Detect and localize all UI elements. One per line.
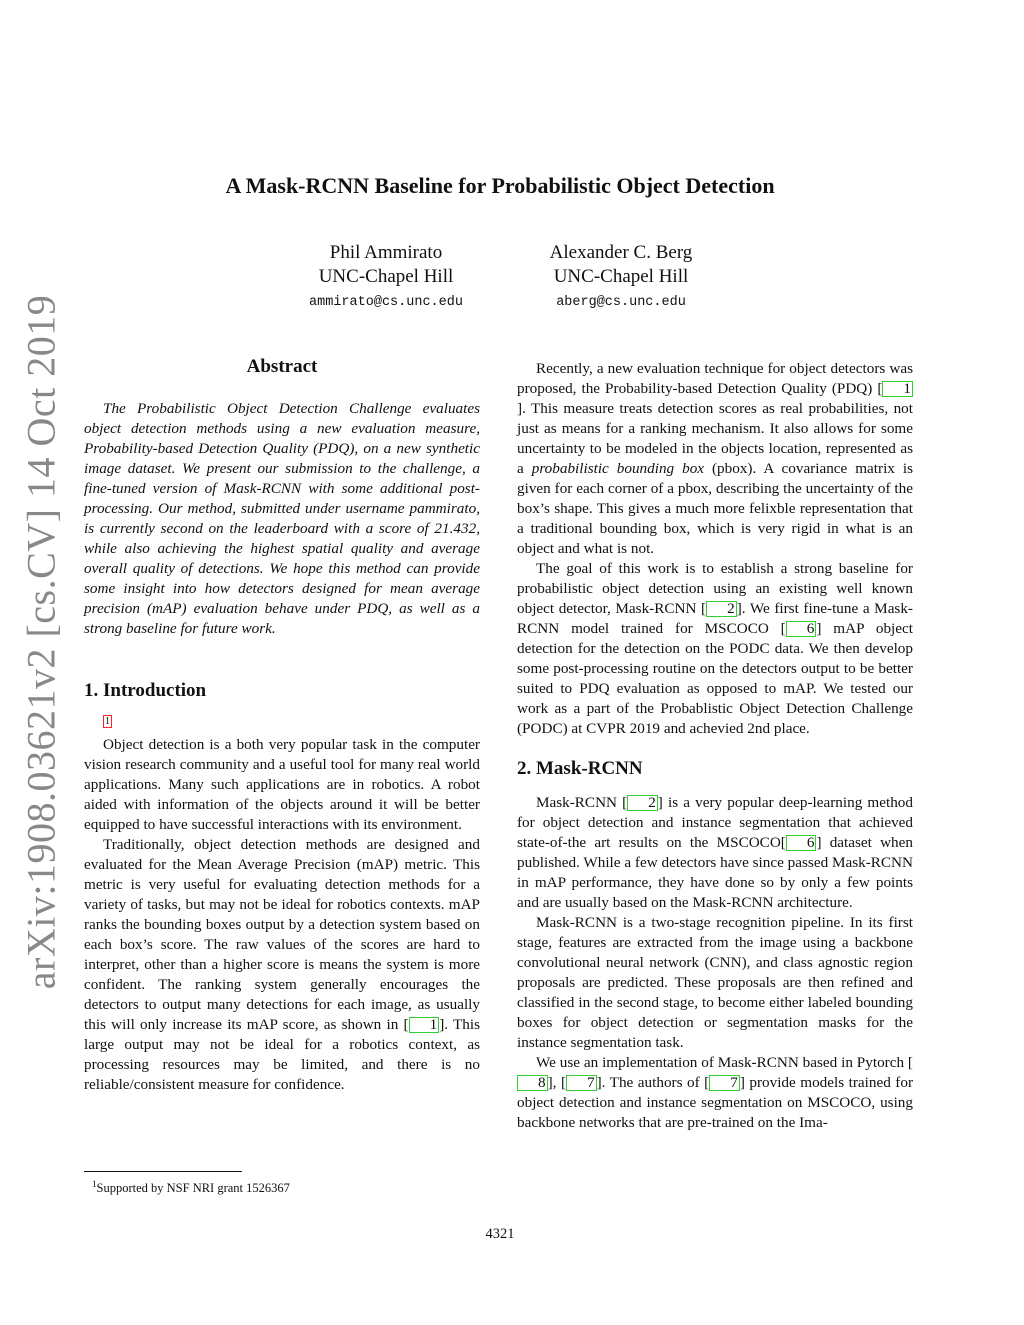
author-name: Alexander C. Berg — [549, 242, 693, 263]
body-paragraph: Mask-RCNN is a two-stage recognition pipeline. In its first stage, features are extracted from the image using a backbone convolutional neural network (CNN), and class agnostic region proposals are predicted. These proposals are then refined and classified in the second stage, to become either labeled bounding boxes for object detection or segmentation masks for the instance segmentation task. — [517, 914, 913, 1051]
paper-title: A Mask-RCNN Baseline for Probabilistic Object Detection — [225, 173, 775, 198]
citation-link[interactable]: 1 — [882, 381, 913, 397]
citation-link[interactable]: 8 — [517, 1075, 548, 1091]
citation-link[interactable]: 7 — [566, 1075, 597, 1091]
section-heading-mask-rcnn: 2. Mask-RCNN — [517, 758, 643, 779]
body-paragraph: Recently, a new evaluation technique for object detectors was proposed, the Probability-based Detection Quality (PDQ) [ 1]. This measure treats detection scores as real probabilities, not just as means for a ranking mechanism. It also allows for some uncertainty to be modeled in the objects location, represented as a probabilistic bounding box (pbox). A covariance matrix is given for each corner of a pbox, describing the uncertainty of the box’s shape. This gives a much more felixble representation that a traditional bounding box, which is very rigid in what is an object and what is not. — [517, 360, 913, 557]
abstract-text: The Probabilistic Object Detection Challenge evaluates object detection methods using a new evaluation measure, Probability-based Detection Quality (PDQ), on a new synthetic image dataset. We present our submission to the challenge, a fine-tuned version of Mask-RCNN with some additional post-processing. Our method, submitted under username pammirato, is currently second on the leaderboard with a score of 21.432, while also achieving the highest spatial quality and average overall quality of detections. We hope this method can provide some insight into how detectors designed for mean average precision (mAP) evaluation behave under PDQ, as well as a strong baseline for future work. — [84, 400, 480, 637]
intro-paragraph: Traditionally, object detection methods are designed and evaluated for the Mean Average Precision (mAP) metric. This metric is very useful for evaluating detection methods for a variety of tasks, but may not be ideal for robotics contexts. mAP ranks the bounding boxes output by a detection system based on each box’s score. The raw values of the scores are hard to interpret, other than a higher score is means the system is more confident. The ranking system generally encourages the detectors to output many detections for each image, as usually this will only increase its mAP score, as shown in [ 1 ]. This large output may not be ideal for a robotics context, as processing resources may be limited, and there is no reliable/consistent measure for confidence. — [84, 836, 480, 1093]
author-affiliation: UNC-Chapel Hill — [553, 266, 689, 287]
body-paragraph: The goal of this work is to establish a strong baseline for probabilistic object detection using an existing well known object detector, Mask-RCNN [ 2 ]. We first fine-tune a Mask-RCNN model trained for MSCOCO [ 6 ] mAP object detection for the detection on the PODC data. We then develop some post-processing routine on the detectors output to be better suited to PDQ evaluation as opposed to mAP. We tested our work as a part of the Probablistic Object Detection Challenge (PODC) at CVPR 2019 and achevied 2nd place. — [517, 560, 913, 737]
author-email: ammirato@cs.unc.edu — [309, 295, 463, 310]
citation-link[interactable]: 6 — [786, 621, 817, 637]
footnote-link[interactable]: 1 — [105, 716, 110, 727]
citation-link[interactable]: 7 — [709, 1075, 740, 1091]
arxiv-identifier: arXiv:1908.03621v2 [cs.CV] 14 Oct 2019 — [18, 294, 64, 990]
author-email: aberg@cs.unc.edu — [556, 295, 686, 310]
page-number: 4321 — [485, 1226, 515, 1242]
footnote-rule — [84, 1171, 242, 1172]
right-column — [517, 359, 913, 1133]
body-paragraph: Mask-RCNN [ 2 ] is a very popular deep-learning method for object detection and instance segmentation that achieved state-of-the art results on the MSCOCO[ 6 ] dataset when published. While a few detectors have since passed Mask-RCNN in mAP performance, they have done so by only a few points and are usually based on the Mask-RCNN architecture. — [517, 794, 913, 911]
footnote: $^1$Supported by NSF NRI grant 1526367 — [92, 1179, 290, 1196]
author-block-1 — [256, 241, 516, 310]
intro-paragraph: Object detection is a both very popular task in the computer vision research community and a useful tool for many real world applications. Many such applications are in robotics. A robot aided with information of the objects around it will be better equipped to have successful interactions with its environment. — [84, 736, 480, 833]
author-name: Phil Ammirato — [329, 242, 443, 263]
citation-link[interactable]: 2 — [706, 601, 737, 617]
citation-link[interactable]: 6 — [786, 835, 817, 851]
body-paragraph: We use an implementation of Mask-RCNN based in Pytorch [8 ], [ 7 ]. The authors of [ 7 ] provide models trained for object detection and instance segmentation on MSCOCO, using backbone networks that are pre-trained on the Ima- — [517, 1054, 913, 1131]
author-affiliation: UNC-Chapel Hill — [318, 266, 454, 287]
left-column — [84, 357, 480, 1095]
abstract-heading: Abstract — [246, 356, 318, 377]
author-block-2 — [491, 241, 751, 310]
citation-link[interactable]: 2 — [627, 795, 658, 811]
citation-link[interactable]: 1 — [409, 1017, 440, 1033]
section-heading-introduction: 1. Introduction — [84, 680, 207, 701]
